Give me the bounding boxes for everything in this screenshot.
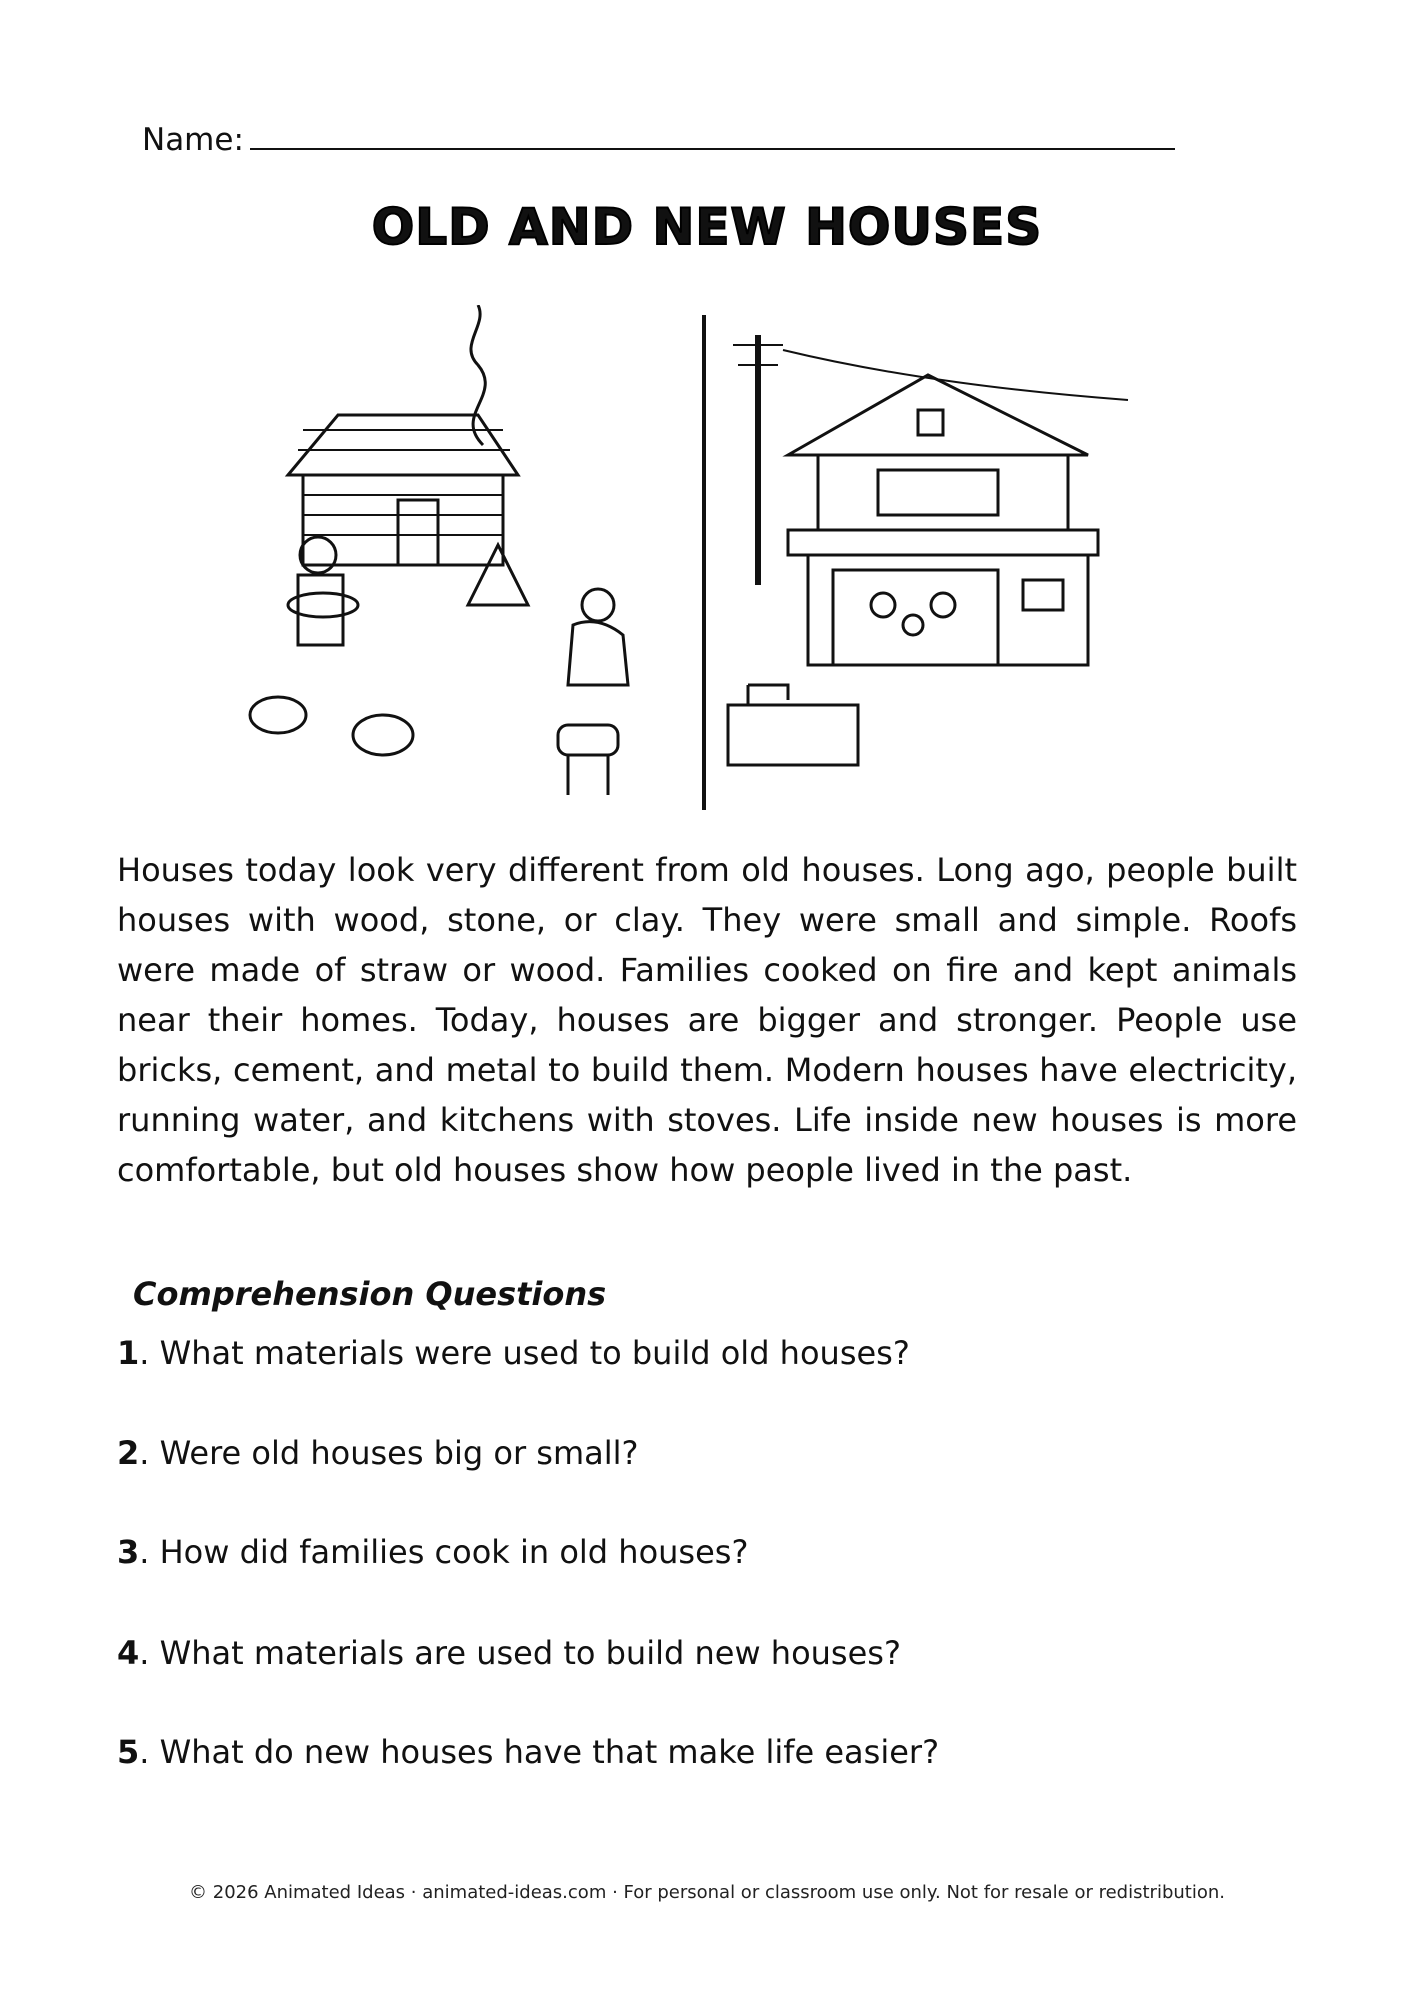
old-and-new-houses-illustration [228, 305, 1186, 817]
family [871, 593, 895, 617]
upper-window [878, 470, 998, 515]
question-item [117, 1434, 638, 1472]
goat [558, 725, 618, 755]
question-text: . How did families cook in old houses? [139, 1533, 749, 1571]
question-text: . Were old houses big or small? [139, 1434, 639, 1472]
question-text: . What materials were used to build old houses? [139, 1334, 910, 1372]
name-field[interactable] [142, 122, 1175, 158]
door [398, 500, 438, 565]
question-number: 1 [117, 1334, 140, 1372]
question-item [117, 1334, 910, 1372]
question-number: 2 [117, 1434, 140, 1472]
question-item [117, 1634, 901, 1672]
page-title: OLD AND NEW HOUSES [371, 198, 1043, 256]
reading-passage: Houses today look very different from old houses. Long ago, people built houses with wood, stone, or clay. They were small and simple. Roofs were made of straw or wood. Families cooked on fire and kept animals near their homes. Today, houses are bigger and stronger. People use bricks, cement, and metal to build them. Modern houses have electricity, running water, and kitchens with stoves. Life inside new houses is more comfortable, but old houses show how people lived in the past. [117, 851, 1297, 1189]
questions-heading: Comprehension Questions [133, 1275, 607, 1313]
water-basin [728, 705, 858, 765]
campfire [468, 545, 528, 605]
woman-head [582, 589, 614, 621]
question-text: . What do new houses have that make life easier? [139, 1733, 940, 1771]
chicken [353, 715, 413, 755]
question-number: 3 [117, 1533, 140, 1571]
name-label: Name: [142, 122, 244, 158]
question-text: . What materials are used to build new houses? [139, 1634, 901, 1672]
copyright-footer: © 2026 Animated Ideas · animated-ideas.com · For personal or classroom use only. Not for resale or redistribution. [189, 1882, 1225, 1903]
porch-roof [788, 530, 1098, 555]
roof [788, 375, 1088, 455]
chicken [250, 697, 306, 733]
question-number: 4 [117, 1634, 140, 1672]
woman-body [568, 622, 628, 685]
new-house-scene [728, 335, 1128, 765]
question-item [117, 1533, 748, 1571]
straw-roof [288, 415, 518, 475]
side-window [1023, 580, 1063, 610]
question-item [117, 1733, 939, 1771]
upper-floor [818, 455, 1068, 530]
attic-window [918, 410, 943, 435]
front-window [833, 570, 998, 665]
water-tap [748, 685, 788, 705]
log-wall [303, 475, 503, 565]
question-number: 5 [117, 1733, 140, 1771]
name-line[interactable] [250, 147, 1175, 150]
man-body [298, 575, 343, 645]
man-head [300, 537, 336, 573]
old-house-scene [250, 305, 628, 795]
